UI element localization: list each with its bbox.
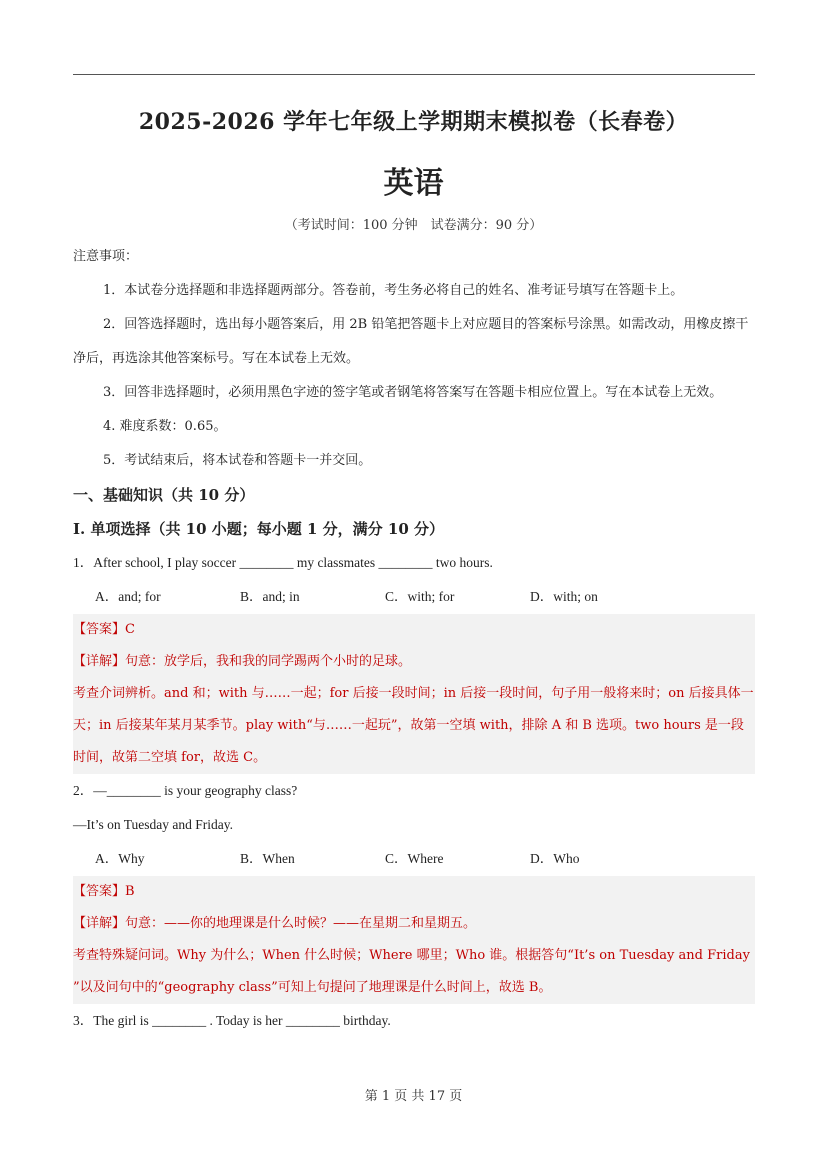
subsection-heading: I. 单项选择（共 10 小题；每小题 1 分，满分 10 分） xyxy=(73,520,444,538)
notes-section xyxy=(73,240,755,1038)
question-stem: 2．—________ is your geography class? xyxy=(73,783,298,798)
question-2 xyxy=(73,774,755,1004)
analysis-text: 考查特殊疑问词。Why 为什么；When 什么时候；Where 哪里；Who 谁。根据答句“It’s on Tuesday and Friday ”以及问句中的“geography class”可知上句提问了地理课是什么时间上，故选 B。 xyxy=(73,948,750,995)
analysis-text: 考查介词辨析。and 和；with 与……一起；for 后接一段时间；in 后接一段时间，句子用一般将来时；on 后接具体一天；in 后接某年某月某季节。play with“与……一起玩”，故第一空填 with，排除 A 和 B 选项。two hours 是一段时间，故第二空填 for，故选 C。 xyxy=(73,686,754,765)
header-rule xyxy=(73,74,755,75)
option-a: A．and; for xyxy=(95,589,161,604)
section-heading: 一、基础知识（共 10 分） xyxy=(73,486,255,504)
question-3 xyxy=(73,1004,755,1038)
answer-box xyxy=(73,876,755,1004)
question-response: —It’s on Tuesday and Friday. xyxy=(73,817,234,832)
note-item: 2．回答选择题时，选出每小题答案后，用 2B 铅笔把答题卡上对应题目的答案标号涂黑。如需改动，用橡皮擦干净后，再选涂其他答案标号。写在本试卷上无效。 xyxy=(73,317,749,366)
option-a: A．Why xyxy=(95,851,145,866)
detail-line: 【详解】句意：放学后，我和我的同学踢两个小时的足球。 xyxy=(73,654,412,669)
page-title: 2025-2026 学年七年级上学期期末模拟卷（长春卷） xyxy=(138,109,689,135)
exam-info: （考试时间：100 分钟 试卷满分：90 分） xyxy=(284,218,543,233)
option-d: D．with; on xyxy=(530,589,598,604)
option-b: B．When xyxy=(240,851,295,866)
note-item: 1．本试卷分选择题和非选择题两部分。答卷前，考生务必将自己的姓名、准考证号填写在答题卡上。 xyxy=(103,283,684,298)
notes-heading: 注意事项： xyxy=(73,249,139,264)
option-c: C．with; for xyxy=(385,589,455,604)
note-item: 4. 难度系数：0.65。 xyxy=(103,419,227,434)
answer-line: 【答案】C xyxy=(73,622,135,637)
option-d: D．Who xyxy=(530,851,580,866)
question-options xyxy=(73,842,755,876)
answer-box xyxy=(73,614,755,774)
subject-title: 英语 xyxy=(383,166,444,201)
option-b: B．and; in xyxy=(240,589,300,604)
question-1 xyxy=(73,546,755,774)
note-item: 3．回答非选择题时，必须用黑色字迹的签字笔或者钢笔将答案写在答题卡相应位置上。写在本试卷上无效。 xyxy=(103,385,723,400)
note-item: 5．考试结束后，将本试卷和答题卡一并交回。 xyxy=(103,453,372,468)
answer-line: 【答案】B xyxy=(73,884,135,899)
question-stem: 1．After school, I play soccer ________ my classmates ________ two hours. xyxy=(73,555,493,570)
option-c: C．Where xyxy=(385,851,444,866)
question-options xyxy=(73,580,755,614)
detail-line: 【详解】句意：——你的地理课是什么时候？——在星期二和星期五。 xyxy=(73,916,477,931)
page-footer: 第 1 页 共 17 页 xyxy=(364,1089,463,1104)
question-stem: 3．The girl is ________ . Today is her ________ birthday. xyxy=(73,1013,391,1028)
